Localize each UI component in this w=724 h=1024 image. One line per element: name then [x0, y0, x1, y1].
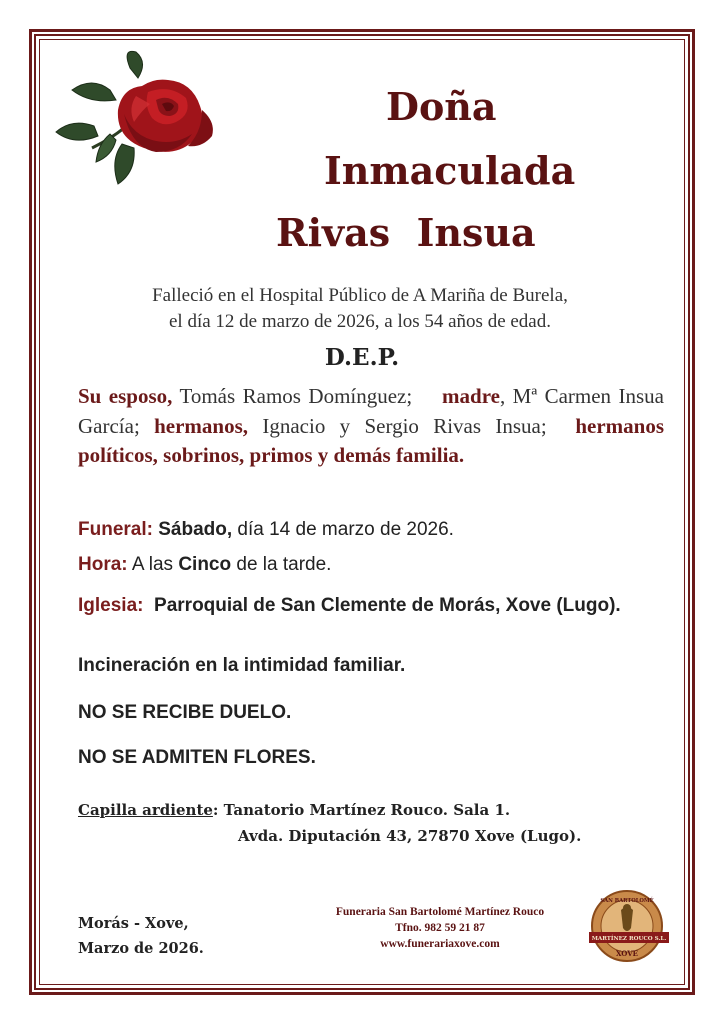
funeral-date: día 14 de marzo de 2026. [232, 519, 454, 540]
funeral-day: Sábado, [152, 519, 233, 540]
funeral-line [78, 519, 668, 541]
capilla-line1 [78, 801, 510, 819]
family-spouse-text: Tomás Ramos Domínguez; [172, 384, 443, 408]
family-paragraph [78, 382, 664, 471]
family-mother-text: , Mª Carmen Insua García; [78, 384, 664, 438]
funeraria-name: Funeraria San Bartolomé Martínez Rouco [335, 906, 545, 918]
family-spouse-label: Su esposo, [78, 384, 173, 408]
dep-heading: D.E.P. [324, 344, 400, 371]
iglesia-text: Parroquial de San Clemente de Morás, Xove (Lugo). [143, 595, 621, 616]
hora-time: Cinco [178, 554, 232, 575]
death-place-text: Falleció en el Hospital Público de A Mariña de Burela, [152, 285, 568, 306]
family-siblings-label: hermanos, [154, 413, 249, 438]
date-text: Marzo de 2026. [78, 940, 204, 957]
place-text: Morás - Xove, [78, 915, 189, 932]
logo-band-text: MARTÍNEZ ROUCO S.L. [591, 936, 667, 942]
logo-bottom-text: XOVE [615, 949, 639, 958]
incineracion-text: Incineración en la intimidad familiar. [78, 655, 406, 676]
capilla-label: Capilla ardiente [78, 801, 213, 819]
logo-top-text: SAN BARTOLOMÉ [600, 898, 654, 904]
family-mother-label: madre [442, 384, 500, 408]
deceased-first-name: Inmaculada [324, 148, 576, 193]
deceased-surnames: Rivas Insua [276, 210, 536, 255]
hora-post: de la tarde. [231, 554, 332, 575]
family-siblings-text: Ignacio y Sergio Rivas Insua; [248, 413, 576, 438]
funeraria-web: www.funerariaxove.com [380, 938, 500, 950]
death-date-text: el día 12 de marzo de 2026, a los 54 años de edad. [169, 311, 551, 332]
capilla-location: : Tanatorio Martínez Rouco. Sala 1. [212, 801, 511, 819]
no-flores-text: NO SE ADMITEN FLORES. [78, 747, 316, 768]
iglesia-line [78, 589, 664, 622]
iglesia-label: Iglesia: [78, 595, 144, 616]
no-duelo-text: NO SE RECIBE DUELO. [78, 702, 292, 723]
hora-pre: A las [127, 554, 179, 575]
deceased-title-line1: Doña [386, 84, 497, 129]
hora-label: Hora: [78, 554, 128, 575]
capilla-address: Avda. Diputación 43, 27870 Xove (Lugo). [238, 827, 582, 845]
family-others-label: hermanos políticos, sobrinos, primos y demás familia. [78, 413, 664, 467]
hora-line [78, 554, 668, 576]
funeraria-phone: Tfno. 982 59 21 87 [395, 922, 485, 934]
funeraria-logo [587, 888, 671, 968]
rose-icon [52, 48, 220, 190]
funeral-label: Funeral: [78, 519, 153, 540]
